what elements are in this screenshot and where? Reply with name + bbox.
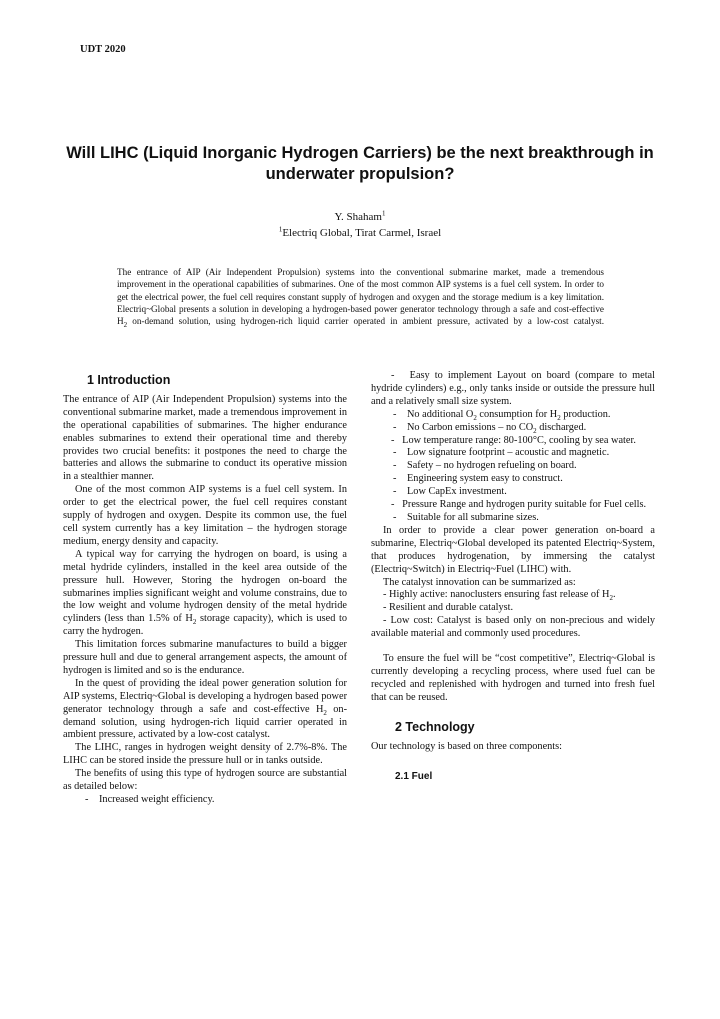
intro-paragraph-3 bbox=[63, 549, 347, 639]
bullet-text: No Carbon emissions – no $CO_2$ discharged. bbox=[407, 421, 587, 435]
intro-paragraph-5 bbox=[63, 678, 347, 743]
affiliation-line bbox=[0, 226, 720, 240]
bullet-text: Easy to implement Layout on board (compare to metal hydride cylinders) e.g., only tanks inside or outside the pressure hull and a relatively small size system. bbox=[371, 370, 655, 407]
bullet-item-oxygen bbox=[371, 409, 655, 422]
paragraph-catalyst-intro: The catalyst innovation can be summarized as: bbox=[383, 576, 576, 588]
bullet-item-layout bbox=[371, 370, 655, 409]
intro-p3-text-1: A typical way for carrying the hydrogen on board, is using a metal hydride cylinders, installed in the keel area outside of the pressure hull. However, Storing the hydrogen on-board the submarines implies significant weight and volume constrains, due to the low weight and volume hydrogen density of the metal hydride cylinders (less than 1.5% of H bbox=[63, 548, 347, 625]
bullet-dash: - bbox=[391, 370, 395, 381]
bullet-dash: - bbox=[393, 511, 397, 523]
bullet-dash: - bbox=[85, 794, 89, 805]
bullet-text: Increased weight efficiency. bbox=[99, 794, 215, 805]
paragraph-electriq-system: In order to provide a clear power generation on-board a submarine, Electriq~Global developed its patented Electriq~System, that produces hydrogenation, by immersing the catalyst (Electriq~Switch) in Electriq~Fuel (LIHC) with. bbox=[371, 524, 655, 575]
author-name: Y. Shaham bbox=[334, 211, 382, 223]
bullet-dash: - bbox=[393, 408, 397, 420]
affiliation-text: Electriq Global, Tirat Carmel, Israel bbox=[282, 227, 442, 239]
catalyst-item-active: - Highly active: nanoclusters ensuring fast release of $H_2$. bbox=[383, 589, 616, 603]
section-heading-introduction: 1 Introduction bbox=[87, 373, 171, 387]
author-superscript: 1 bbox=[381, 209, 386, 218]
bullet-item-capex bbox=[371, 486, 655, 499]
abstract-text-2: on-demand solution, using hydrogen-rich liquid carrier operated in ambient pressure, activated by a low-cost catalyst. bbox=[127, 316, 604, 327]
bullet-dash: - bbox=[393, 473, 397, 485]
subsection-heading-fuel: 2.1 Fuel bbox=[395, 771, 433, 783]
intro-p5-text-2: on-demand solution, using hydrogen-rich liquid carrier operated in ambient pressure, activated by a low-cost catalyst. bbox=[63, 703, 347, 741]
bullet-item-pressure bbox=[371, 499, 655, 512]
abstract bbox=[117, 266, 604, 330]
affiliation-superscript: 1 bbox=[278, 225, 283, 234]
intro-paragraph-7: The benefits of using this type of hydrogen source are substantial as detailed below: bbox=[63, 768, 347, 793]
intro-paragraph-1: The entrance of AIP (Air Independent Propulsion) systems into the conventional submarine market, made a tremendous improvement in the operational capabilities of submarines. The higher endurance enables submarines to extend their operational time and thereby provides two crucial benefits: it postpones the need to charge the batteries and allows the submarine to conduct its operative mission in a stealthier manner. bbox=[63, 393, 347, 483]
bullet-text: Low CapEx investment. bbox=[407, 486, 507, 498]
intro-p5-subscript: 2 bbox=[323, 708, 327, 717]
catalyst-item-resilient: - Resilient and durable catalyst. bbox=[383, 602, 514, 614]
intro-p5-text-1: In the quest of providing the ideal power generation solution for AIP systems, Electriq~Global is developing a hydrogen based power generator technology through a safe and cost-effective H bbox=[63, 677, 347, 715]
abstract-subscript: 2 bbox=[123, 321, 128, 330]
paragraph-fuel-recycling: To ensure the fuel will be “cost competitive”, Electriq~Global is currently developing a recycling process, where used fuel can be recycled and replenished with hydrogen and turned into fresh fuel that can be reused. bbox=[371, 653, 655, 703]
bullet-item-signature bbox=[371, 447, 655, 460]
bullet-text: No additional $O_2$ consumption for $H_2$ production. bbox=[407, 408, 611, 422]
section-heading-technology: 2 Technology bbox=[395, 719, 475, 734]
intro-p3-subscript: 2 bbox=[192, 618, 197, 627]
bullet-text: Pressure Range and hydrogen purity suitable for Fuel cells. bbox=[402, 499, 647, 511]
catalyst-item-low-cost: - Low cost: Catalyst is based only on non-precious and widely available material and commonly used procedures. bbox=[371, 615, 655, 640]
bullet-dash: - bbox=[391, 499, 395, 511]
author-line bbox=[0, 210, 720, 224]
bullet-text: Safety – no hydrogen refueling on board. bbox=[407, 460, 577, 472]
bullet-dash: - bbox=[393, 447, 397, 459]
paragraph-technology: Our technology is based on three components: bbox=[371, 740, 563, 752]
right-column bbox=[371, 370, 655, 784]
bullet-dash: - bbox=[393, 421, 397, 433]
bullet-dash: - bbox=[393, 460, 397, 472]
bullet-item-sizes bbox=[371, 512, 655, 525]
abstract-text-1: The entrance of AIP (Air Independent Propulsion) systems into the conventional submarine market, made a tremendous improvement in the operational capabilities of submarines. One of the most common AIP systems is a fuel cell system. In order to get the electrical power, the fuel cell requires constant supply of hydrogen and oxygen and the storage medium is a key limitation. Electriq~Global presents a solution in developing a hydrogen-based power generator technology through a safe and cost-effective H bbox=[117, 267, 604, 327]
paper-title: Will LIHC (Liquid Inorganic Hydrogen Carriers) be the next breakthrough in underwater propulsion? bbox=[66, 144, 654, 183]
bullet-item-temperature bbox=[371, 435, 655, 448]
running-header: UDT 2020 bbox=[80, 44, 126, 55]
bullet-item-safety bbox=[371, 460, 655, 473]
left-column bbox=[63, 370, 347, 807]
intro-p3-text-2: storage capacity), which is used to carry the hydrogen. bbox=[63, 613, 347, 638]
bullet-text: Low temperature range: 80-100°C, cooling by sea water. bbox=[402, 434, 636, 446]
intro-paragraph-6: The LIHC, ranges in hydrogen weight density of 2.7%-8%. The LIHC can be stored inside the pressure hull or in tanks outside. bbox=[63, 742, 347, 767]
bullet-text: Low signature footprint – acoustic and magnetic. bbox=[407, 447, 610, 459]
intro-paragraph-2: One of the most common AIP systems is a fuel cell system. In order to get the electrical power, the fuel cell requires constant supply of hydrogen and oxygen. Despite its common use, the fuel cell system currently has a key limitation – the hydrogen storage medium, energy density and capacity. bbox=[63, 484, 347, 547]
bullet-item-engineering bbox=[371, 473, 655, 486]
spacer bbox=[371, 641, 655, 653]
bullet-text: Suitable for all submarine sizes. bbox=[407, 511, 539, 523]
bullet-item-carbon bbox=[371, 422, 655, 435]
bullet-dash: - bbox=[393, 486, 397, 498]
bullet-item bbox=[63, 794, 347, 807]
bullet-dash: - bbox=[391, 434, 395, 446]
intro-paragraph-4: This limitation forces submarine manufactures to build a bigger pressure hull and due to general arrangement aspects, the amount of hydrogen is limited and so is the endurance. bbox=[63, 639, 347, 676]
bullet-text: Engineering system easy to construct. bbox=[407, 473, 563, 485]
